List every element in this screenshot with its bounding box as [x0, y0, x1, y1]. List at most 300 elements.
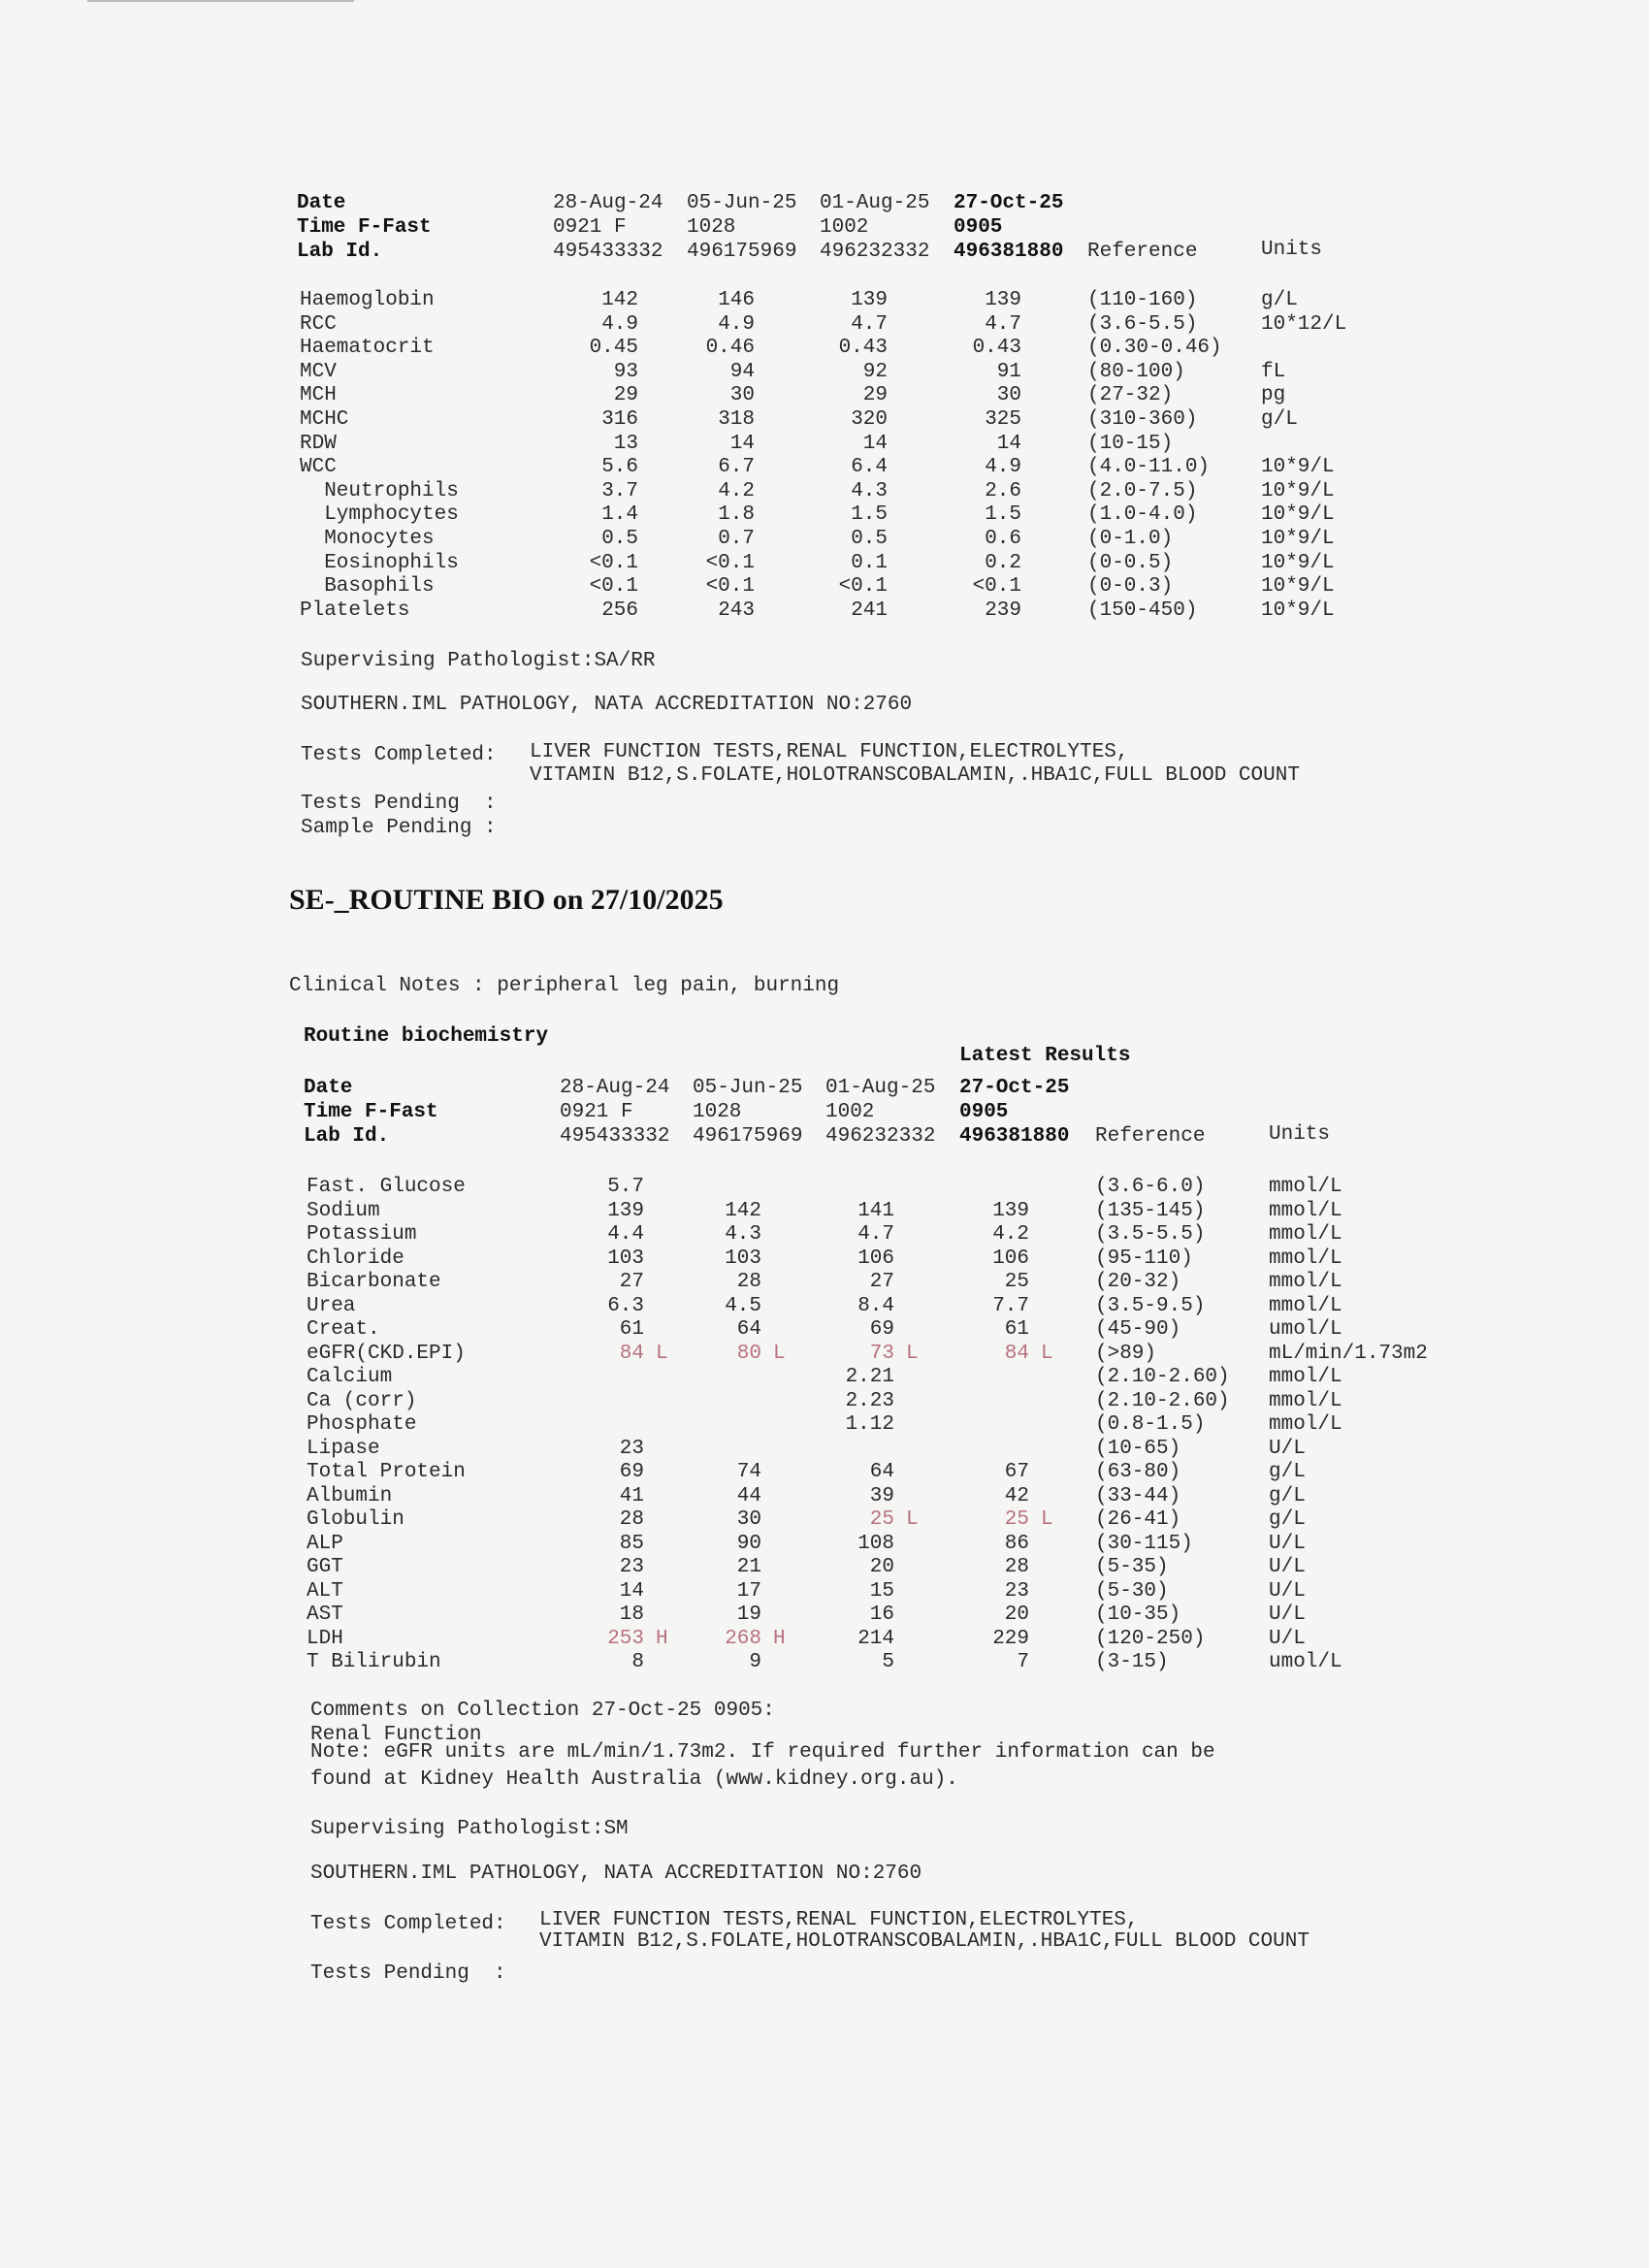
units: pg [1261, 384, 1286, 407]
value-text: 7 [1017, 1651, 1029, 1673]
value-text: 44 [736, 1484, 761, 1507]
column-date: 01-Aug-25 [820, 192, 930, 214]
units: 10*9/L [1261, 528, 1335, 550]
units: mmol/L [1269, 1413, 1342, 1436]
test-name: LDH [307, 1627, 343, 1650]
units: U/L [1269, 1579, 1306, 1603]
units: mL/min/1.73m2 [1269, 1342, 1428, 1365]
result-value [645, 1318, 761, 1342]
result-value [913, 1604, 1029, 1627]
result-value [528, 1508, 644, 1532]
reference-range: (150-450) [1087, 599, 1198, 622]
tests-completed-line-1: LIVER FUNCTION TESTS,RENAL FUNCTION,ELECTROLYTES, [530, 741, 1129, 763]
test-name: Eosinophils [300, 551, 459, 574]
value-text: 1.4 [601, 503, 638, 527]
reference-range: (0.30-0.46) [1087, 337, 1222, 360]
reference-range: (120-250) [1095, 1627, 1206, 1650]
result-value [778, 1580, 894, 1604]
column-date: 28-Aug-24 [553, 192, 663, 214]
value-text: 64 [736, 1318, 761, 1341]
column-lab-id: 496175969 [693, 1125, 803, 1148]
value-text: 4.9 [718, 312, 755, 336]
value-text: 23 [619, 1437, 644, 1460]
result-value [913, 1200, 1029, 1223]
value-text: 139 [851, 289, 888, 311]
result-value [905, 408, 1021, 432]
result-value [771, 599, 888, 623]
result-value [905, 337, 1021, 360]
result-value [528, 1223, 644, 1247]
value-text: 214 [857, 1627, 894, 1650]
value-text: <0.1 [838, 575, 888, 599]
lab-accreditation: SOUTHERN.IML PATHOLOGY, NATA ACCREDITATION NO:2760 [301, 694, 913, 716]
value-text: 139 [985, 289, 1021, 311]
value-text: 6.3 [607, 1294, 644, 1317]
result-value [905, 313, 1021, 337]
note-line-1: Note: eGFR units are mL/min/1.73m2. If required further information can be [310, 1741, 1215, 1764]
test-name: Urea [307, 1294, 356, 1317]
value-text: 229 [992, 1627, 1029, 1650]
value-text: 67 [1004, 1461, 1029, 1483]
reference-range: (20-32) [1095, 1271, 1181, 1293]
value-text: <0.1 [589, 575, 638, 599]
test-name: RDW [300, 432, 337, 455]
column-lab-id: 496232332 [825, 1125, 936, 1148]
result-value [905, 361, 1021, 384]
result-value [522, 313, 638, 337]
value-text: <0.1 [972, 575, 1021, 599]
value-text: 7.7 [992, 1294, 1029, 1317]
abnormal-flag: L [906, 1342, 919, 1365]
test-name: Phosphate [307, 1413, 417, 1436]
routine-biochemistry-title: Routine biochemistry [304, 1025, 549, 1048]
test-name: AST [307, 1604, 343, 1626]
result-value [522, 384, 638, 407]
result-value [522, 289, 638, 312]
note-line-2: found at Kidney Health Australia (www.kidney.org.au). [310, 1768, 958, 1791]
result-value [913, 1556, 1029, 1579]
result-value [913, 1508, 1053, 1532]
test-name: Albumin [307, 1484, 393, 1507]
value-text: 316 [601, 408, 638, 431]
units: umol/L [1269, 1651, 1342, 1673]
value-text: 27 [869, 1271, 894, 1293]
value-text: 141 [857, 1199, 894, 1222]
value-text: 28 [736, 1271, 761, 1293]
result-value [528, 1533, 644, 1556]
result-value [528, 1247, 644, 1271]
value-text: 4.7 [985, 312, 1021, 336]
result-value [778, 1604, 894, 1627]
column-time: 0905 [954, 216, 1003, 239]
reference-range: (5-35) [1095, 1556, 1169, 1578]
result-value [638, 575, 755, 599]
test-name: Bicarbonate [307, 1271, 441, 1293]
result-value [771, 528, 888, 551]
reference-range: (3.5-5.5) [1095, 1223, 1206, 1246]
column-time: 1002 [825, 1101, 875, 1123]
value-text: 4.4 [607, 1223, 644, 1246]
value-text: 4.7 [857, 1223, 894, 1246]
supervising-pathologist: Supervising Pathologist:SM [310, 1818, 629, 1840]
result-value [905, 289, 1021, 312]
units: mmol/L [1269, 1199, 1342, 1222]
value-text: 4.3 [851, 479, 888, 502]
value-text: 8.4 [857, 1294, 894, 1317]
value-text: 69 [869, 1318, 894, 1341]
reference-range: (0-0.5) [1087, 551, 1174, 574]
value-text: 241 [851, 599, 888, 622]
result-value [638, 503, 755, 527]
column-date: 05-Jun-25 [693, 1077, 803, 1099]
result-value [528, 1651, 644, 1674]
reference-range: (3-15) [1095, 1651, 1169, 1673]
reference-range: (45-90) [1095, 1318, 1181, 1341]
reference-range: (0-0.3) [1087, 575, 1174, 599]
value-text: 93 [613, 360, 638, 383]
date-label: Date [297, 192, 346, 214]
result-value [778, 1342, 919, 1366]
value-text: 0.7 [718, 528, 755, 550]
value-text: 3.7 [601, 479, 638, 502]
result-value [913, 1461, 1029, 1484]
result-value [771, 289, 888, 312]
result-value [771, 552, 888, 575]
value-text: 6.7 [718, 456, 755, 479]
value-text: 27 [619, 1271, 644, 1293]
units: g/L [1269, 1461, 1306, 1483]
value-text: 14 [862, 432, 888, 455]
result-value [522, 433, 638, 456]
date-label: Date [304, 1077, 353, 1099]
result-value [913, 1318, 1029, 1342]
column-lab-id: 496381880 [959, 1125, 1070, 1148]
reference-range: (63-80) [1095, 1461, 1181, 1483]
units: U/L [1269, 1604, 1306, 1626]
value-text: 0.5 [601, 528, 638, 550]
value-text: 4.5 [725, 1294, 761, 1317]
column-date: 28-Aug-24 [560, 1077, 670, 1099]
value-text: 28 [1004, 1556, 1029, 1578]
test-name: Creat. [307, 1318, 380, 1341]
value-text: 73 [869, 1342, 894, 1365]
result-value [645, 1508, 761, 1532]
value-text: 15 [869, 1579, 894, 1603]
result-value [528, 1461, 644, 1484]
result-value [905, 456, 1021, 479]
units: mmol/L [1269, 1366, 1342, 1388]
value-text: 325 [985, 408, 1021, 431]
value-text: 39 [869, 1484, 894, 1507]
result-value [522, 408, 638, 432]
units: g/L [1261, 289, 1298, 311]
test-name: Globulin [307, 1508, 404, 1531]
result-value [778, 1318, 894, 1342]
units: g/L [1261, 408, 1298, 431]
test-name: eGFR(CKD.EPI) [307, 1342, 466, 1365]
column-lab-id: 495433332 [560, 1125, 670, 1148]
test-name: Ca (corr) [307, 1389, 417, 1412]
result-value [522, 503, 638, 527]
result-value [778, 1556, 894, 1579]
value-text: 1.12 [845, 1413, 894, 1436]
value-text: 8 [631, 1651, 644, 1673]
value-text: 80 [736, 1342, 761, 1365]
value-text: 0.1 [851, 551, 888, 574]
result-value [905, 503, 1021, 527]
result-value [528, 1627, 668, 1651]
result-value [522, 456, 638, 479]
value-text: 30 [736, 1508, 761, 1531]
tests-completed-line-2: VITAMIN B12,S.FOLATE,HOLOTRANSCOBALAMIN,.HBA1C,FULL BLOOD COUNT [530, 764, 1300, 787]
tests-pending: Tests Pending : [310, 1962, 506, 1985]
result-value [645, 1485, 761, 1508]
units: mmol/L [1269, 1389, 1342, 1412]
result-value [638, 480, 755, 503]
abnormal-flag: L [906, 1508, 919, 1531]
test-name: ALT [307, 1579, 343, 1603]
value-text: 2.21 [845, 1366, 894, 1388]
tests-completed-label: Tests Completed: [310, 1913, 506, 1935]
result-value [913, 1342, 1053, 1366]
result-value [528, 1438, 644, 1461]
result-value [778, 1508, 919, 1532]
result-value [913, 1628, 1029, 1651]
value-text: 42 [1004, 1484, 1029, 1507]
section-heading: SE-_ROUTINE BIO on 27/10/2025 [289, 884, 724, 916]
result-value [778, 1461, 894, 1484]
value-text: 5.7 [607, 1176, 644, 1198]
lab-id-label: Lab Id. [297, 241, 383, 263]
column-time: 0921 F [560, 1101, 633, 1123]
test-name: Haematocrit [300, 337, 435, 360]
result-value [638, 289, 755, 312]
value-text: 0.6 [985, 528, 1021, 550]
reference-range: (26-41) [1095, 1508, 1181, 1531]
value-text: 90 [736, 1532, 761, 1555]
value-text: 16 [869, 1604, 894, 1626]
reference-range: (2.10-2.60) [1095, 1366, 1230, 1388]
result-value [528, 1342, 668, 1366]
result-value [645, 1200, 761, 1223]
result-value [638, 599, 755, 623]
result-value [771, 575, 888, 599]
test-name: MCH [300, 384, 337, 407]
result-value [645, 1223, 761, 1247]
units: mmol/L [1269, 1247, 1342, 1270]
value-text: 106 [992, 1247, 1029, 1270]
result-value [778, 1533, 894, 1556]
result-value [528, 1271, 644, 1294]
value-text: 30 [996, 384, 1021, 407]
value-text: 0.43 [972, 337, 1021, 360]
result-value [522, 599, 638, 623]
result-value [778, 1200, 894, 1223]
test-name: Fast. Glucose [307, 1176, 466, 1198]
result-value [913, 1247, 1029, 1271]
test-name: Platelets [300, 599, 410, 622]
value-text: <0.1 [705, 551, 755, 574]
result-value [528, 1318, 644, 1342]
value-text: 19 [736, 1604, 761, 1626]
reference-range: (>89) [1095, 1342, 1157, 1365]
value-text: 4.2 [718, 479, 755, 502]
result-value [771, 361, 888, 384]
value-text: 18 [619, 1604, 644, 1626]
result-value [528, 1485, 644, 1508]
value-text: 4.9 [601, 312, 638, 336]
value-text: 256 [601, 599, 638, 622]
value-text: 86 [1004, 1532, 1029, 1555]
result-value [778, 1271, 894, 1294]
result-value [905, 599, 1021, 623]
test-name: RCC [300, 312, 337, 336]
result-value [645, 1271, 761, 1294]
test-name: GGT [307, 1556, 343, 1578]
value-text: 318 [718, 408, 755, 431]
result-value [638, 361, 755, 384]
reference-range: (310-360) [1087, 408, 1198, 431]
result-value [528, 1176, 644, 1199]
renal-function: Renal Function [310, 1724, 482, 1746]
value-text: 14 [996, 432, 1021, 455]
result-value [913, 1485, 1029, 1508]
result-value [771, 313, 888, 337]
column-date: 01-Aug-25 [825, 1077, 936, 1099]
test-name: Calcium [307, 1366, 393, 1388]
value-text: 23 [619, 1556, 644, 1578]
units-header: Units [1269, 1123, 1331, 1146]
result-value [645, 1461, 761, 1484]
abnormal-flag: H [773, 1627, 786, 1650]
value-text: 84 [619, 1342, 644, 1365]
result-value [645, 1580, 761, 1604]
result-value [645, 1533, 761, 1556]
column-time: 0921 F [553, 216, 627, 239]
lab-accreditation: SOUTHERN.IML PATHOLOGY, NATA ACCREDITATION NO:2760 [310, 1863, 922, 1885]
scan-edge-line [87, 0, 354, 2]
tests-completed-line-1: LIVER FUNCTION TESTS,RENAL FUNCTION,ELECTROLYTES, [539, 1909, 1139, 1931]
test-name: Total Protein [307, 1461, 466, 1483]
value-text: 253 [607, 1627, 644, 1650]
column-lab-id: 496175969 [687, 241, 797, 263]
clinical-notes: Clinical Notes : peripheral leg pain, burning [289, 975, 840, 997]
test-name: T Bilirubin [307, 1651, 441, 1673]
result-value [638, 552, 755, 575]
column-time: 1028 [693, 1101, 742, 1123]
value-text: 61 [619, 1318, 644, 1341]
units: mmol/L [1269, 1271, 1342, 1293]
units: mmol/L [1269, 1294, 1342, 1317]
value-text: 239 [985, 599, 1021, 622]
value-text: 94 [729, 360, 755, 383]
units: fL [1261, 360, 1286, 383]
units: mmol/L [1269, 1176, 1342, 1198]
result-value [638, 313, 755, 337]
reference-range: (80-100) [1087, 360, 1185, 383]
value-text: 25 [1004, 1271, 1029, 1293]
value-text: 103 [607, 1247, 644, 1270]
result-value [528, 1604, 644, 1627]
result-value [645, 1627, 786, 1651]
tests-completed-label: Tests Completed: [301, 744, 497, 766]
value-text: 84 [1004, 1342, 1029, 1365]
result-value [645, 1342, 786, 1366]
test-name: MCHC [300, 408, 349, 431]
result-value [905, 552, 1021, 575]
reference-range: (33-44) [1095, 1484, 1181, 1507]
result-value [645, 1295, 761, 1318]
abnormal-flag: L [1041, 1508, 1053, 1531]
value-text: 106 [857, 1247, 894, 1270]
value-text: 108 [857, 1532, 894, 1555]
value-text: 85 [619, 1532, 644, 1555]
result-value [905, 384, 1021, 407]
reference-range: (30-115) [1095, 1532, 1193, 1555]
supervising-pathologist: Supervising Pathologist:SA/RR [301, 650, 656, 672]
result-value [778, 1651, 894, 1674]
abnormal-flag: L [656, 1342, 668, 1365]
value-text: 320 [851, 408, 888, 431]
abnormal-flag: H [656, 1627, 668, 1650]
value-text: 5 [882, 1651, 894, 1673]
test-name: ALP [307, 1532, 343, 1555]
test-name: Chloride [307, 1247, 404, 1270]
value-text: 25 [1004, 1508, 1029, 1531]
value-text: 139 [992, 1199, 1029, 1222]
value-text: 142 [725, 1199, 761, 1222]
result-value [645, 1556, 761, 1579]
result-value [645, 1604, 761, 1627]
value-text: 0.45 [589, 337, 638, 360]
result-value [522, 552, 638, 575]
result-value [778, 1295, 894, 1318]
result-value [778, 1247, 894, 1271]
units: 10*12/L [1261, 312, 1347, 336]
value-text: 21 [736, 1556, 761, 1578]
time-label: Time F-Fast [304, 1101, 438, 1123]
reference-range: (1.0-4.0) [1087, 503, 1198, 527]
abnormal-flag: L [773, 1342, 786, 1365]
column-time: 0905 [959, 1101, 1009, 1123]
test-name: Neutrophils [300, 479, 459, 502]
result-value [638, 456, 755, 479]
value-text: 2.23 [845, 1389, 894, 1412]
column-lab-id: 496381880 [954, 241, 1064, 263]
column-lab-id: 495433332 [553, 241, 663, 263]
result-value [778, 1485, 894, 1508]
value-text: 20 [869, 1556, 894, 1578]
reference-range: (10-65) [1095, 1437, 1181, 1460]
value-text: 243 [718, 599, 755, 622]
result-value [913, 1533, 1029, 1556]
test-name: Monocytes [300, 528, 435, 550]
value-text: 64 [869, 1461, 894, 1483]
value-text: 4.3 [725, 1223, 761, 1246]
units: 10*9/L [1261, 479, 1335, 502]
result-value [638, 408, 755, 432]
column-date: 27-Oct-25 [954, 192, 1064, 214]
result-value [771, 503, 888, 527]
test-name: Potassium [307, 1223, 417, 1246]
reference-range: (4.0-11.0) [1087, 456, 1211, 479]
result-value [771, 384, 888, 407]
value-text: 2.6 [985, 479, 1021, 502]
result-value [638, 433, 755, 456]
units: U/L [1269, 1532, 1306, 1555]
result-value [522, 575, 638, 599]
reference-header: Reference [1087, 241, 1198, 263]
